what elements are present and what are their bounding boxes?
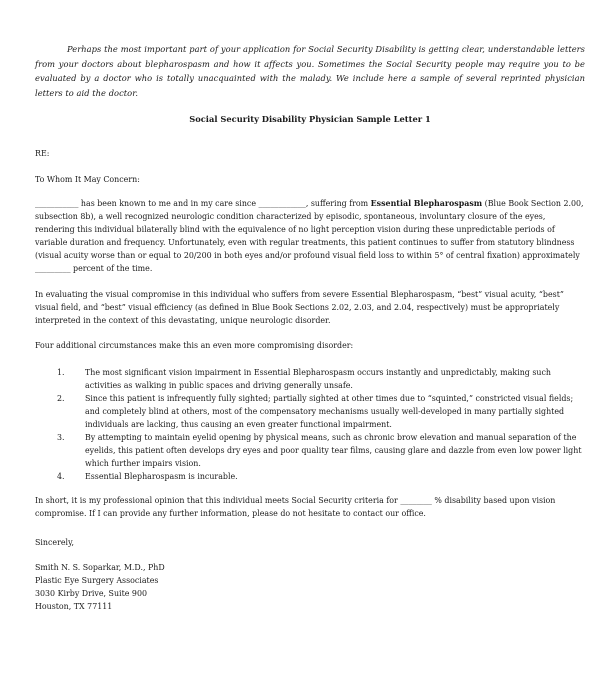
- opinion-paragraph: In short, it is my professional opinion that this individual meets Social Security criteria for ________ % disability based upon vision compromise. If I can provide any further information, please do not hesitate to contact our office.: [35, 496, 556, 518]
- salutation: To Whom It May Concern:: [35, 175, 140, 184]
- list-item: [57, 431, 585, 470]
- list-item-number: 1.: [57, 368, 65, 377]
- circumstances-list: [57, 366, 585, 483]
- list-item-number: 4.: [57, 472, 65, 481]
- closing: Sincerely,: [35, 538, 74, 547]
- diagnosis-text-part2: (Blue Book Section 2.00, subsection 8b), a well recognized neurologic condition characterized by episodic, spontaneous, involuntary closure of the eyes, rendering this individual bilaterally blind with the equivalence of no light perception vision during these unpredictable periods of variable duration and frequency. Unfortunately, even with regular treatments, this patient continues to suffer from statutory blindness (visual acuity worse than or equal to 20/200 in both eyes and/or profound visual field loss to within 5° of central fixation) approximately _________ percent of the time.: [35, 199, 584, 273]
- intro-paragraph: Perhaps the most important part of your application for Social Security Disability is getting clear, understandable letters from your doctors about blepharospasm and how it affects you. Sometimes the Social Security people may require you to be evaluated by a doctor who is totally unacquainted with the malady. We include here a sample of several reprinted physician letters to aid the doctor.: [35, 44, 585, 98]
- diagnosis-bold-term: Essential Blepharospasm: [370, 199, 483, 208]
- diagnosis-text-part1: ___________ has been known to me and in my care since ____________, suffering from: [35, 199, 371, 208]
- signer-name: Smith N. S. Soparkar, M.D., PhD: [35, 563, 165, 572]
- list-item-text: By attempting to maintain eyelid opening by physical means, such as chronic brow elevation and manual separation of the eyelids, this patient often develops dry eyes and poor quality tear films, causing glare and dazzle from even low power light which further impairs vision.: [85, 433, 582, 468]
- diagnosis-paragraph: [35, 197, 585, 275]
- signer-address: 3030 Kirby Drive, Suite 900: [35, 589, 147, 598]
- list-item-number: 3.: [57, 433, 65, 442]
- signer-practice: Plastic Eye Surgery Associates: [35, 576, 159, 585]
- list-item: [57, 470, 585, 483]
- circumstances-intro: Four additional circumstances make this an even more compromising disorder:: [35, 341, 354, 350]
- list-item-text: The most significant vision impairment in Essential Blepharospasm occurs instantly and unpredictably, making such activities as walking in public spaces and driving generally unsafe.: [85, 368, 551, 390]
- list-item: [57, 392, 585, 431]
- list-item: [57, 366, 585, 392]
- signature-block: [35, 561, 165, 613]
- signer-city: Houston, TX 77111: [35, 602, 113, 611]
- re-line: RE:: [35, 149, 50, 158]
- evaluation-paragraph: In evaluating the visual compromise in this individual who suffers from severe Essential Blepharospasm, “best” visual acuity, “best” visual field, and “best” visual efficiency (as defined in Blue Book Sections 2.02, 2.03, and 2.04, respectively) must be appropriately interpreted in the context of this devastating, unique neurologic disorder.: [35, 290, 564, 325]
- list-item-text: Since this patient is infrequently fully sighted; partially sighted at other times due to “squinted,” constricted visual fields; and completely blind at others, most of the compensatory mechanisms usually well-developed in many partially sighted individuals are lacking, thus causing an even greater functional impairment.: [85, 394, 574, 429]
- list-item-text: Essential Blepharospasm is incurable.: [85, 472, 238, 481]
- list-item-number: 2.: [57, 394, 65, 403]
- letter-title: Social Security Disability Physician Sample Letter 1: [189, 114, 431, 124]
